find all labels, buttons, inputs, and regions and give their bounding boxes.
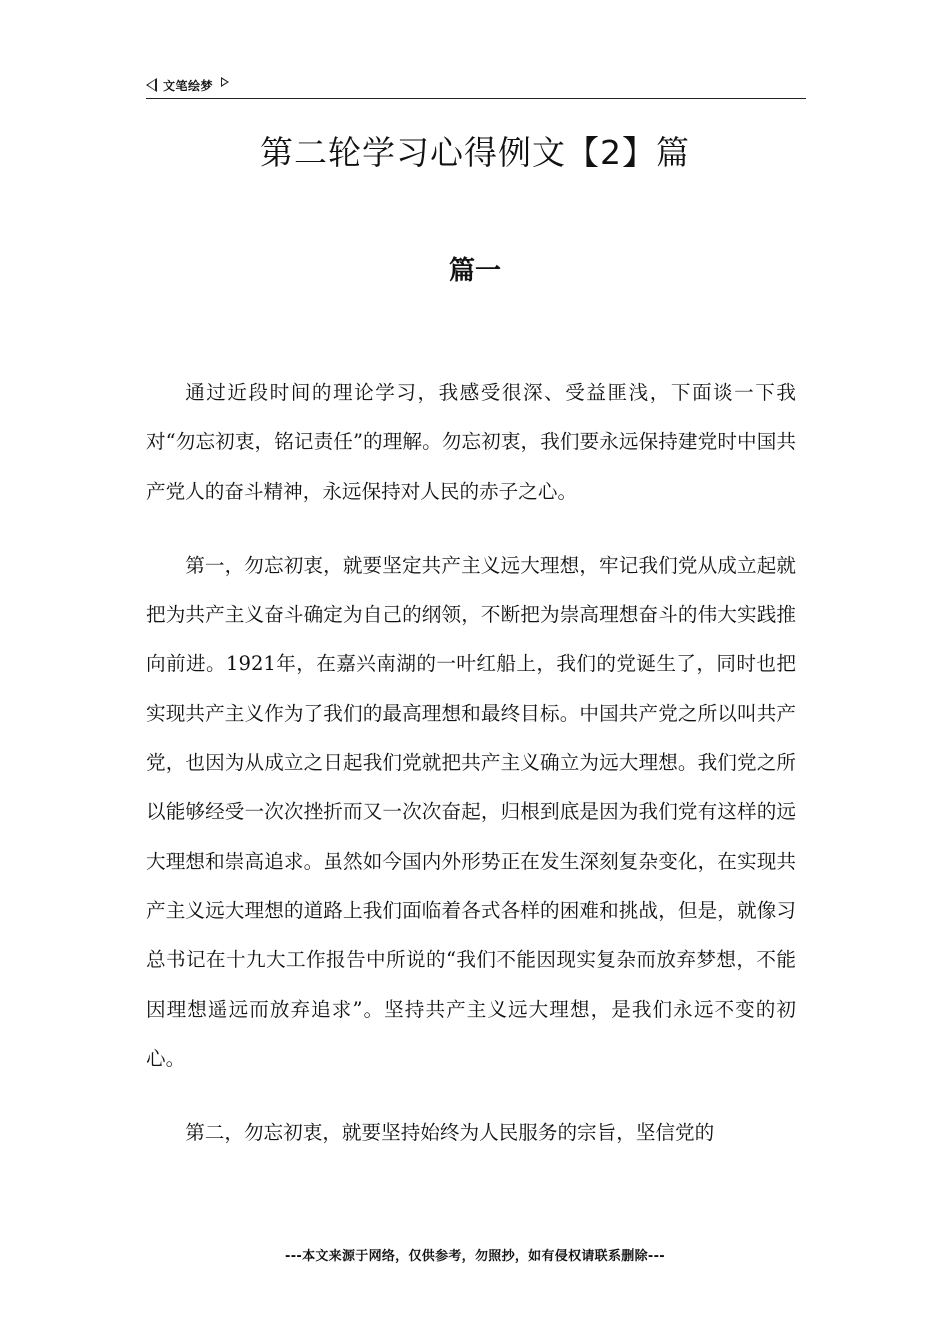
- footer-disclaimer: ---本文来源于网络，仅供参考，勿照抄，如有侵权请联系删除---: [285, 1249, 665, 1264]
- section-title: 篇一: [448, 256, 501, 286]
- header-brand: 文笔绘梦: [163, 78, 214, 93]
- document-title: 第二轮学习心得例文【2】篇: [260, 133, 690, 172]
- triangle-right-icon: [221, 77, 229, 87]
- triangle-left-icon: [146, 78, 157, 92]
- document-body: [146, 368, 796, 1182]
- page-header: [146, 76, 806, 99]
- paragraph: 第一，勿忘初衷，就要坚定共产主义远大理想，牢记我们党从成立起就把为共产主义奋斗确定为自己的纲领，不断把为崇高理想奋斗的伟大实践推向前进。1921年，在嘉兴南湖的一叶红船上，我们的党诞生了，同时也把实现共产主义作为了我们的最高理想和最终目标。中国共产党之所以叫共产党，也因为从成立之日起我们党就把共产主义确立为远大理想。我们党之所以能够经受一次次挫折而又一次次奋起，归根到底是因为我们党有这样的远大理想和崇高追求。虽然如今国内外形势正在发生深刻复杂变化，在实现共产主义远大理想的道路上我们面临着各式各样的困难和挑战，但是，就像习总书记在十九大工作报告中所说的“我们不能因现实复杂而放弃梦想，不能因理想遥远而放弃追求”。坚持共产主义远大理想，是我们永远不变的初心。: [146, 553, 796, 1070]
- paragraph: 通过近段时间的理论学习，我感受很深、受益匪浅，下面谈一下我对“勿忘初衷，铭记责任”的理解。勿忘初衷，我们要永远保持建党时中国共产党人的奋斗精神，永远保持对人民的赤子之心。: [146, 381, 796, 503]
- paragraph: 第二，勿忘初衷，就要坚持始终为人民服务的宗旨，坚信党的: [185, 1121, 715, 1145]
